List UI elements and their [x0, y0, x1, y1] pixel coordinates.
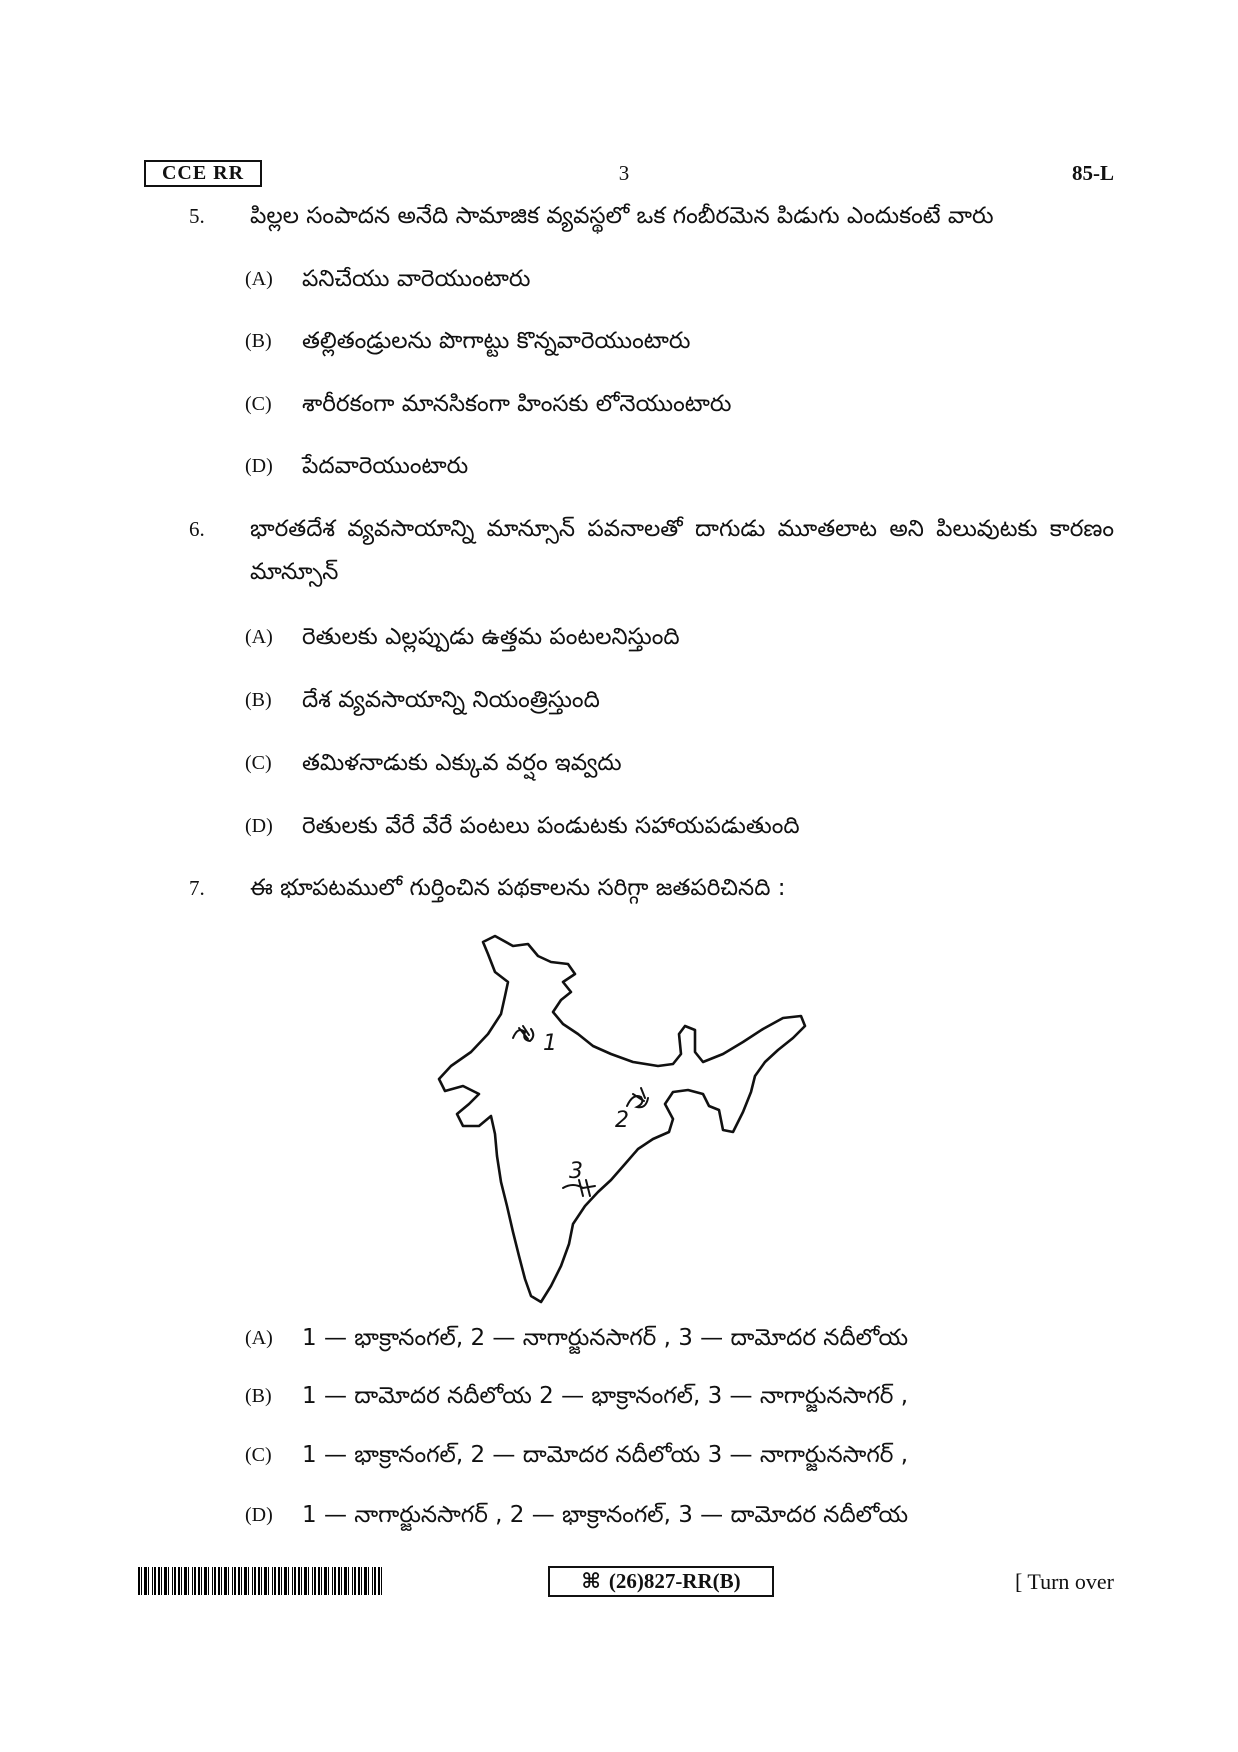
option-label: (D) — [245, 1504, 273, 1526]
question-number: 6. — [189, 517, 205, 541]
q6-option-a — [0, 617, 1238, 657]
q5-option-d — [0, 446, 1238, 486]
q5-option-c — [0, 384, 1238, 424]
option-label: (C) — [245, 1444, 272, 1466]
option-label: (A) — [245, 1327, 273, 1349]
q5-option-b — [0, 321, 1238, 361]
option-label: (C) — [245, 752, 272, 774]
question-number: 7. — [189, 876, 205, 900]
command-icon — [581, 1569, 600, 1594]
option-label: (B) — [245, 330, 272, 352]
dam-mark-1 — [513, 1026, 533, 1041]
turn-over-note: [ Turn over — [1014, 1569, 1114, 1594]
map-marker-1: 1 — [543, 1031, 557, 1056]
question-text: పిల్లల సంపాదన అనేది సామాజిక వ్యవస్థలో ఒక గంబీరమెన పిడుగు ఎందుకంటే వారు — [250, 203, 994, 229]
option-label: (D) — [245, 815, 273, 837]
option-text: పేదవారెయుంటారు — [302, 453, 469, 479]
q6-option-d — [0, 806, 1238, 846]
option-label: (A) — [245, 268, 273, 290]
q7-option-d — [0, 1495, 1238, 1535]
option-text: రెతులకు ఎల్లప్పుడు ఉత్తమ పంటలనిస్తుంది — [302, 624, 680, 650]
option-label: (B) — [245, 689, 272, 711]
q7-option-b — [0, 1376, 1238, 1416]
option-label: (A) — [245, 626, 273, 648]
map-marker-3: 3 — [569, 1159, 583, 1184]
india-outline-map — [433, 934, 813, 1309]
option-text: 1 — భాక్రానంగల్, 2 — దామోదర నదీలోయ 3 — నాగార్జునసాగర్ , — [302, 1442, 909, 1468]
q7-option-a — [0, 1318, 1238, 1358]
option-text: దేశ వ్యవసాయాన్ని నియంత్రిస్తుంది — [302, 687, 600, 713]
option-text: 1 — భాక్రానంగల్, 2 — నాగార్జునసాగర్ , 3 — దామోదర నదీలోయ — [302, 1325, 909, 1351]
page-number: 3 — [618, 161, 630, 185]
question-6 — [0, 508, 1238, 594]
q7-option-c — [0, 1435, 1238, 1475]
dam-mark-2 — [627, 1088, 648, 1107]
option-text: 1 — దామోదర నదీలోయ 2 — భాక్రానంగల్, 3 — నాగార్జునసాగర్ , — [302, 1383, 909, 1409]
option-text: తమిళనాడుకు ఎక్కువ వర్షం ఇవ్వదు — [302, 750, 622, 776]
paper-code: 85-L — [1072, 161, 1114, 185]
question-5 — [0, 196, 1238, 236]
barcode — [138, 1567, 383, 1595]
map-marker-2: 2 — [615, 1108, 629, 1133]
q6-option-b — [0, 680, 1238, 720]
q6-option-c — [0, 743, 1238, 783]
option-text: తల్లితండ్రులను పొగాట్టు కొన్నవారెయుంటారు — [302, 328, 691, 354]
question-number: 5. — [189, 204, 205, 228]
booklet-code: (26)827-RR(B) — [608, 1569, 741, 1593]
question-text: భారతదేశ వ్యవసాయాన్ని మాన్సూన్ పవనాలతో దాగుడు మూతలాట అని పిలువుటకు కారణం మాన్సూన్ — [250, 516, 1114, 585]
question-text: ఈ భూపటములో గుర్తించిన పథకాలను సరిగ్గా జతపరిచినది : — [250, 875, 786, 901]
option-label: (B) — [245, 1385, 272, 1407]
option-text: శారీరకంగా మానసికంగా హింసకు లోనెయుంటారు — [302, 391, 732, 417]
option-label: (C) — [245, 393, 272, 415]
option-label: (D) — [245, 455, 273, 477]
q5-option-a — [0, 259, 1238, 299]
option-text: 1 — నాగార్జునసాగర్ , 2 — భాక్రానంగల్, 3 — దామోదర నదీలోయ — [302, 1502, 909, 1528]
option-text: పనిచేయు వారెయుంటారు — [302, 266, 531, 292]
cce-rr-badge: CCE RR — [144, 160, 262, 187]
booklet-code-box — [548, 1566, 774, 1597]
option-text: రెతులకు వేరే వేరే పంటలు పండుటకు సహాయపడుతుంది — [302, 813, 800, 839]
question-7 — [0, 868, 1238, 908]
